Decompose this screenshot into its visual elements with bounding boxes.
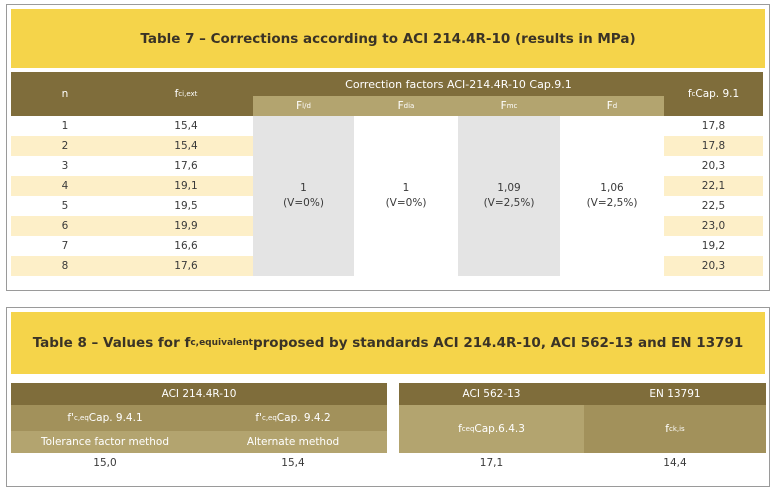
- value-aci-562: 17,1: [479, 457, 504, 469]
- header-en-13791: EN 13791: [584, 383, 766, 405]
- header-aci-562: ACI 562-13: [399, 383, 584, 405]
- cell-fci: 15,4: [174, 140, 198, 152]
- cell-fc: 22,5: [701, 200, 726, 212]
- cell-fci: 15,4: [174, 120, 198, 132]
- cell-n: 5: [61, 200, 69, 212]
- header-fck-is: f ck,is: [584, 405, 766, 453]
- cell-n: 2: [61, 140, 69, 152]
- cell-fci: 19,5: [174, 200, 198, 212]
- cell-n: 1: [61, 120, 69, 132]
- cell-fci: 19,9: [174, 220, 198, 232]
- header-f-d: F d: [560, 96, 664, 116]
- value-en-13791: 14,4: [663, 457, 687, 469]
- cell-factor-fdia: 1 (V=0%): [354, 116, 458, 276]
- table-8: [6, 307, 770, 487]
- cell-fc: 19,2: [701, 240, 726, 252]
- cell-fci: 17,6: [174, 260, 198, 272]
- cell-fc: 20,3: [701, 260, 726, 272]
- header-f-dia: F dia: [354, 96, 458, 116]
- cell-factor-fmc: 1,09 (V=2,5%): [458, 116, 560, 276]
- header-f-mc: F mc: [458, 96, 560, 116]
- table-7-title: Table 7 – Corrections according to ACI 214.4R-10 (results in MPa): [11, 9, 765, 68]
- cell-n: 8: [61, 260, 69, 272]
- table-8-title: Table 8 – Values for f c,equivalent proposed by standards ACI 214.4R-10, ACI 562-13 and EN 13791: [11, 312, 765, 374]
- header-alternate-method: Alternate method: [199, 431, 387, 453]
- cell-fci: 17,6: [174, 160, 198, 172]
- value-alternate-method: 15,4: [281, 457, 305, 469]
- cell-n: 6: [61, 220, 69, 232]
- cell-fc: 23,0: [701, 220, 726, 232]
- table-7: [6, 4, 770, 291]
- header-correction-factors: Correction factors ACI-214.4R-10 Cap.9.1: [253, 72, 664, 96]
- header-fceq-941: f' c,eq Cap. 9.4.1: [11, 405, 199, 431]
- cell-fc: 17,8: [701, 140, 726, 152]
- header-aci-214: ACI 214.4R-10: [11, 383, 387, 405]
- header-fci-ext: f ci,ext: [119, 72, 253, 116]
- cell-n: 4: [61, 180, 69, 192]
- cell-fci: 16,6: [174, 240, 198, 252]
- header-fc-cap: f c Cap. 9.1: [664, 72, 763, 116]
- cell-factor-fld: 1 (V=0%): [253, 116, 354, 276]
- cell-fc: 20,3: [701, 160, 726, 172]
- header-n: n: [11, 72, 119, 116]
- cell-fci: 19,1: [174, 180, 198, 192]
- cell-fc: 17,8: [701, 120, 726, 132]
- header-f-ld: F l/d: [253, 96, 354, 116]
- cell-n: 7: [61, 240, 69, 252]
- header-fceq-942: f' c,eq Cap. 9.4.2: [199, 405, 387, 431]
- value-tolerance-method: 15,0: [93, 457, 117, 469]
- cell-factor-fd: 1,06 (V=2,5%): [560, 116, 664, 276]
- cell-fc: 22,1: [701, 180, 726, 192]
- header-fceq-643: f ceq Cap.6.4.3: [399, 405, 584, 453]
- header-tolerance-method: Tolerance factor method: [11, 431, 199, 453]
- cell-n: 3: [61, 160, 69, 172]
